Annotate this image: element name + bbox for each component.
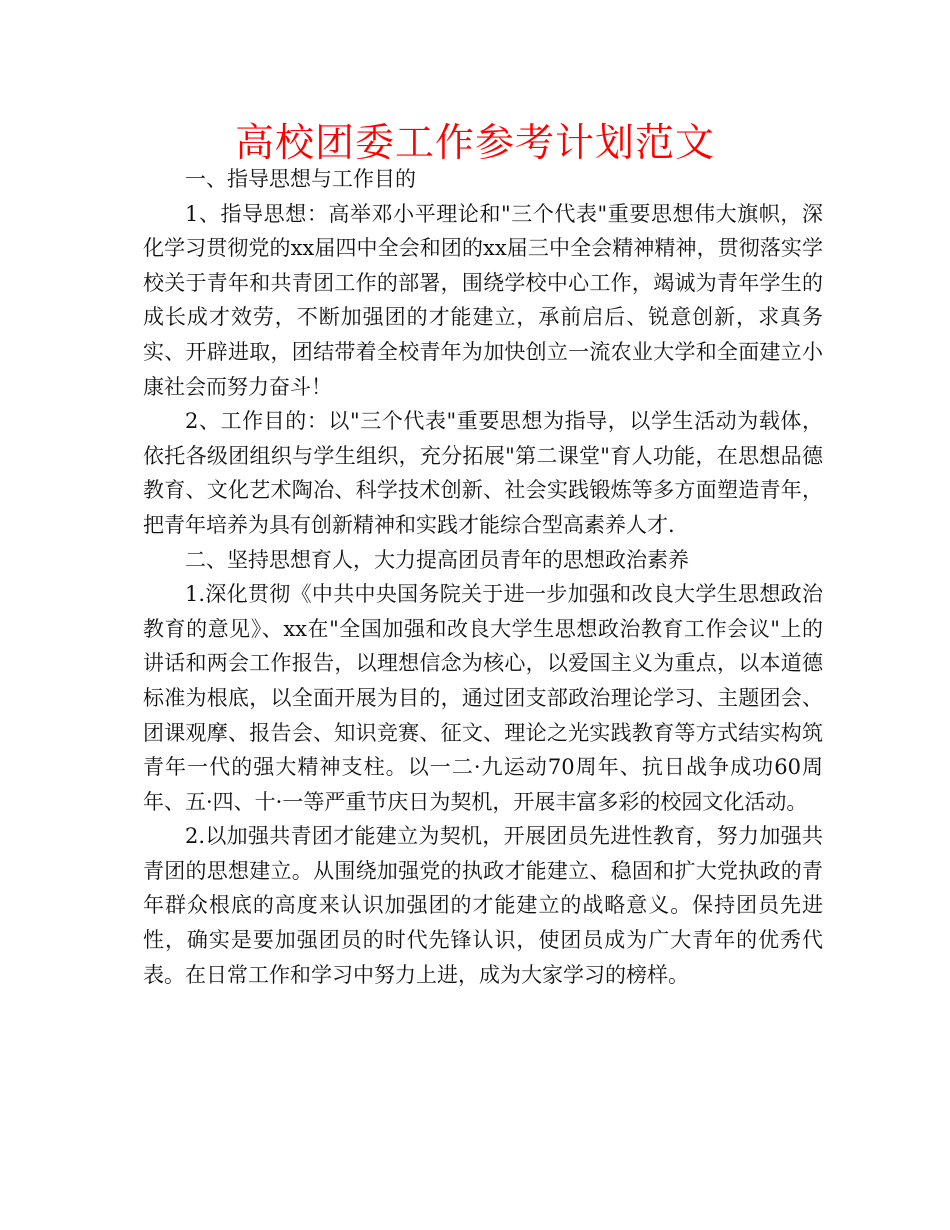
paragraph-guiding-thought: 1、指导思想：高举邓小平理论和"三个代表"重要思想伟大旗帜，深化学习贯彻党的xx届四中全会和团的xx届三中全会精神精神，贯彻落实学校关于青年和共青团工作的部署，围绕学校中心工作，竭诚为青年学生的成长成才效劳，不断加强团的才能建立，承前启后、锐意创新，求真务实、开辟进取，团结带着全校青年为加快创立一流农业大学和全面建立小康社会而努力奋斗！ — [143, 201, 823, 399]
paragraph-item-2: 2.以加强共青团才能建立为契机，开展团员先进性教育，努力加强共青团的思想建立。从围绕加强党的执政才能建立、稳固和扩大党执政的青年群众根底的高度来认识加强团的才能建立的战略意义。保持团员先进性，确实是要加强团员的时代先锋认识，使团员成为广大青年的优秀代表。在日常工作和学习中努力上进，成为大家学习的榜样。 — [143, 824, 823, 987]
paragraph-item-1: 1.深化贯彻《中共中央国务院关于进一步加强和改良大学生思想政治教育的意见》、xx在"全国加强和改良大学生思想政治教育工作会议"上的讲话和两会工作报告，以理想信念为核心，以爱国主义为重点，以本道德标准为根底，以全面开展为目的，通过团支部政治理论学习、主题团会、团课观摩、报告会、知识竞赛、征文、理论之光实践教育等方式结实构筑青年一代的强大精神支柱。以一二·九运动70周年、抗日战争成功60周年、五·四、十·一等严重节庆日为契机，开展丰富多彩的校园文化活动。 — [143, 582, 823, 814]
section-heading-2: 二、坚持思想育人，大力提高团员青年的思想政治素养 — [185, 547, 689, 572]
paragraph-work-goal: 2、工作目的：以"三个代表"重要思想为指导，以学生活动为载体，依托各级团组织与学生组织，充分拓展"第二课堂"育人功能，在思想品德教育、文化艺术陶冶、科学技术创新、社会实践锻炼等多方面塑造青年，把青年培养为具有创新精神和实践才能综合型高素养人才. — [143, 409, 823, 537]
document-title: 高校团委工作参考计划范文 — [234, 121, 715, 166]
section-heading-1: 一、指导思想与工作目的 — [185, 167, 416, 191]
document-body — [143, 162, 823, 992]
